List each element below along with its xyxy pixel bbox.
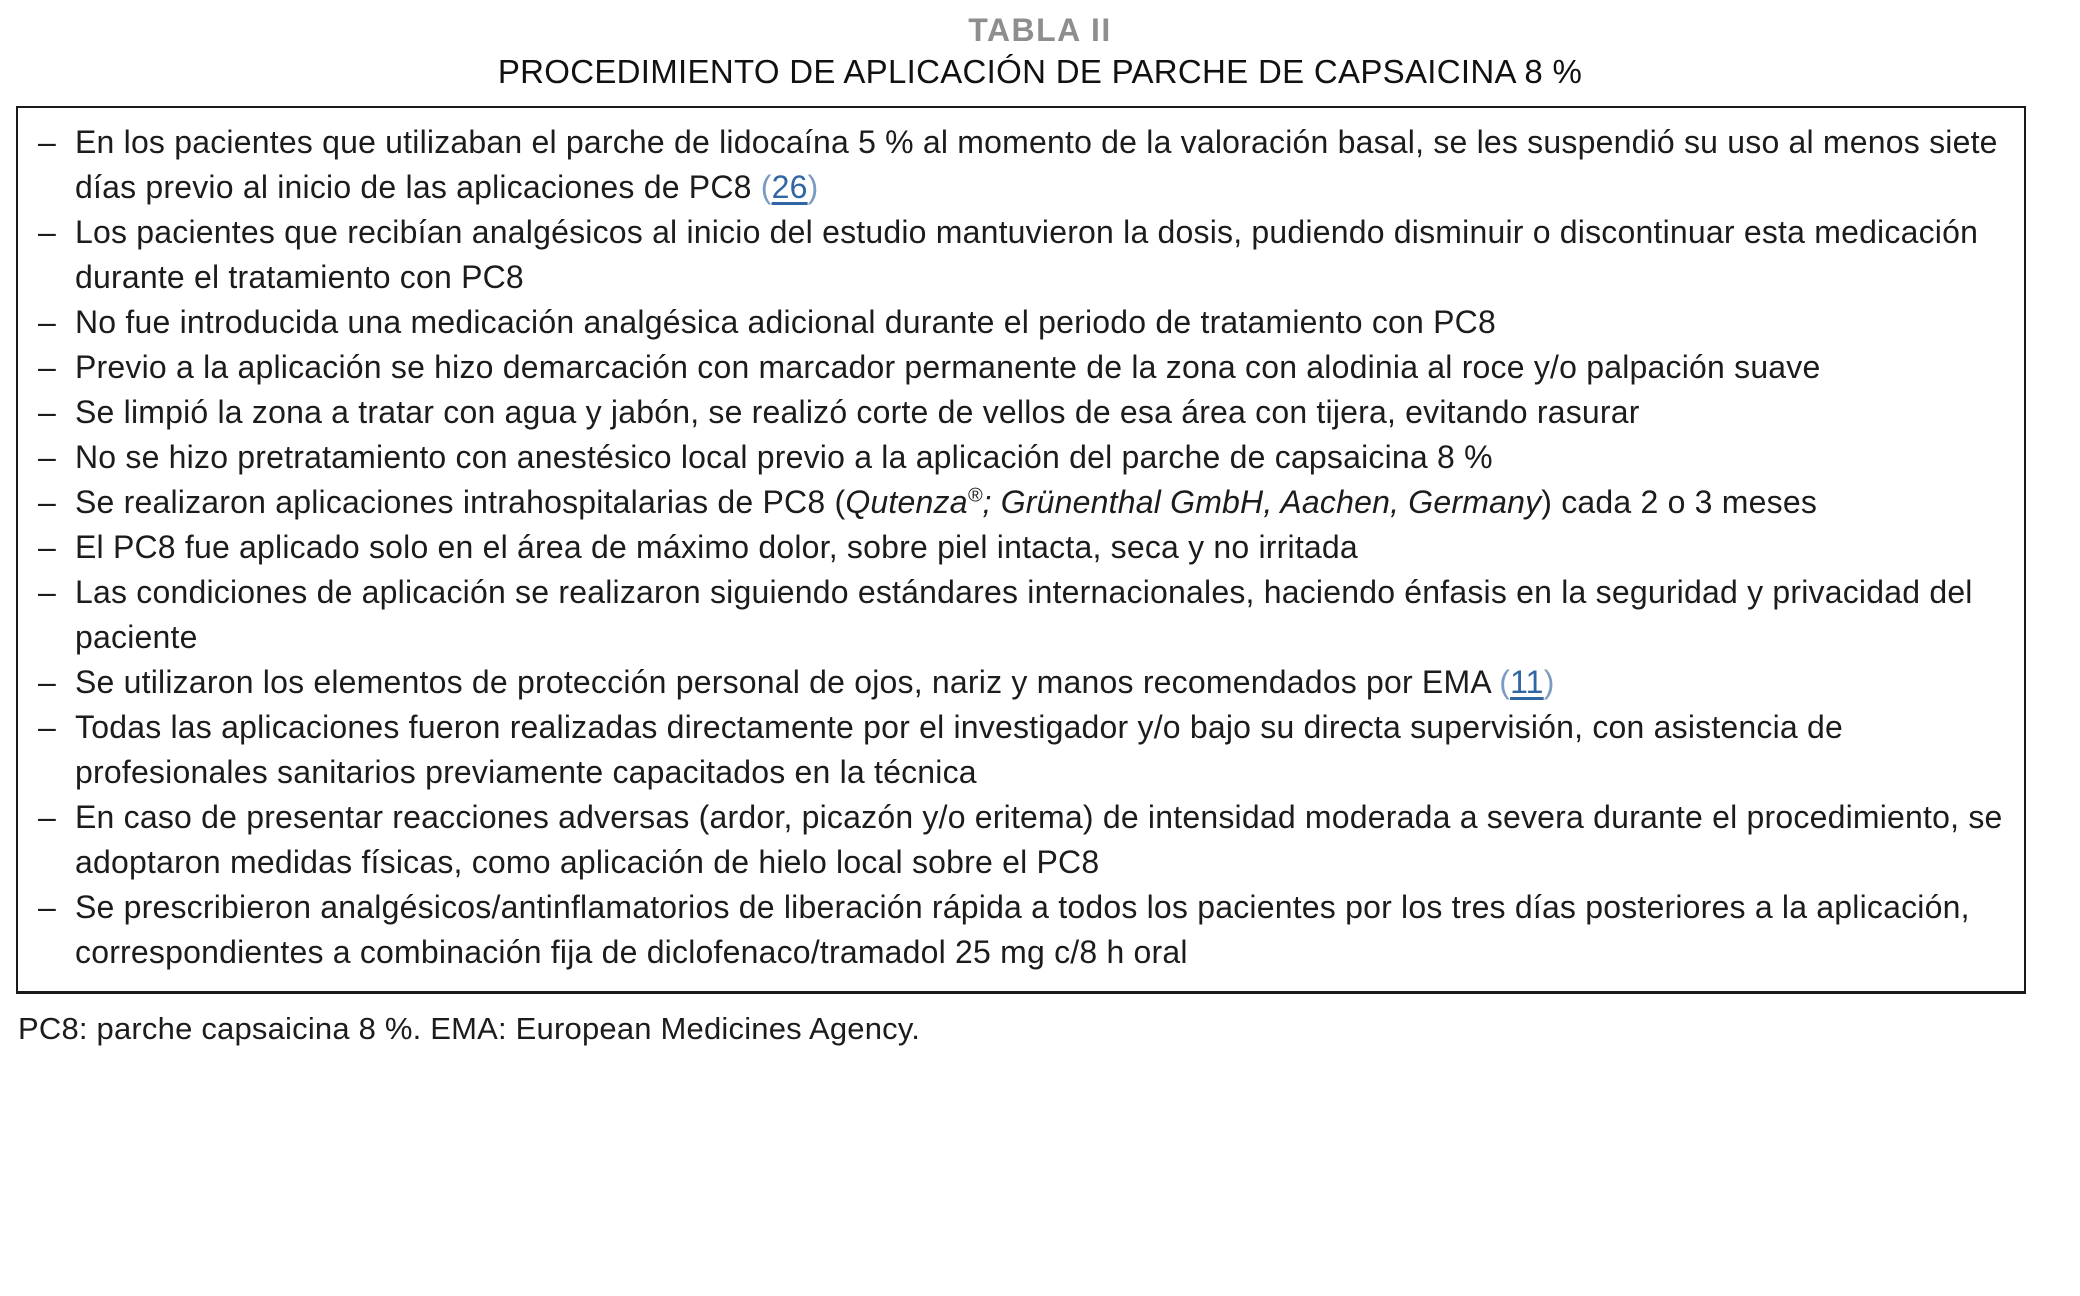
link-parenthesis: ( [1499, 664, 1511, 700]
dash-bullet: – [38, 439, 56, 475]
text-segment: Se limpió la zona a tratar con agua y jabón, se realizó corte de vellos de esa área con tijera, evitando rasurar [75, 394, 1640, 430]
list-item-text [75, 705, 2008, 795]
list-item [38, 705, 2008, 795]
dash-bullet: – [38, 709, 56, 745]
list-item-text [75, 435, 2008, 480]
table-subtitle: PROCEDIMIENTO DE APLICACIÓN DE PARCHE DE CAPSAICINA 8 % [497, 53, 1583, 90]
text-segment: En caso de presentar reacciones adversas (ardor, picazón y/o eritema) de intensidad moderada a severa durante el procedimiento, se adoptaron medidas físicas, como aplicación de hielo local sobre el PC8 [75, 799, 2003, 880]
text-segment: Previo a la aplicación se hizo demarcación con marcador permanente de la zona con alodinia al roce y/o palpación suave [75, 349, 1821, 385]
list-item [38, 660, 2008, 705]
text-segment: No se hizo pretratamiento con anestésico local previo a la aplicación del parche de capsaicina 8 % [75, 439, 1493, 475]
dash-bullet: – [38, 574, 56, 610]
italic-text: ; Grünenthal GmbH, Aachen, Germany [982, 484, 1542, 520]
text-segment: Se realizaron aplicaciones intrahospitalarias de PC8 ( [75, 484, 846, 520]
dash-bullet: – [38, 394, 56, 430]
text-segment: En los pacientes que utilizaban el parche de lidocaína 5 % al momento de la valoración basal, se les suspendió su uso al menos siete días previo al inicio de las aplicaciones de PC8 [75, 124, 1998, 205]
list-item-text [75, 885, 2008, 975]
dash-bullet: – [38, 304, 56, 340]
dash-bullet: – [38, 529, 56, 565]
list-item [38, 885, 2008, 975]
dash-bullet: – [38, 889, 56, 925]
text-segment: No fue introducida una medicación analgésica adicional durante el periodo de tratamiento con PC8 [75, 304, 1496, 340]
text-segment: El PC8 fue aplicado solo en el área de máximo dolor, sobre piel intacta, seca y no irritada [75, 529, 1358, 565]
list-item [38, 480, 2008, 525]
list-item-text [75, 300, 2008, 345]
dash-bullet: – [38, 214, 56, 250]
text-segment: Se utilizaron los elementos de protección personal de ojos, nariz y manos recomendados por EMA [75, 664, 1500, 700]
table-header [0, 0, 2080, 94]
procedure-list [38, 120, 2008, 975]
procedure-table-box [16, 106, 2026, 994]
list-item [38, 795, 2008, 885]
text-segment: Se prescribieron analgésicos/antinflamatorios de liberación rápida a todos los pacientes por los tres días posteriores a la aplicación, correspondientes a combinación fija de diclofenaco/tramadol 25 mg c/8 h oral [75, 889, 1970, 970]
list-item-text [75, 120, 2008, 210]
dash-bullet: – [38, 799, 56, 835]
reference-link[interactable]: 26 [771, 169, 808, 205]
list-item [38, 390, 2008, 435]
list-item-text [75, 345, 2008, 390]
link-parenthesis: ( [760, 169, 772, 205]
list-item [38, 300, 2008, 345]
list-item-text [75, 525, 2008, 570]
list-item [38, 570, 2008, 660]
italic-text: Qutenza [845, 484, 968, 520]
dash-bullet: – [38, 484, 56, 520]
list-item [38, 210, 2008, 300]
list-item-text [75, 480, 2008, 525]
link-parenthesis: ) [1543, 664, 1555, 700]
dash-bullet: – [38, 664, 56, 700]
text-segment: Las condiciones de aplicación se realizaron siguiendo estándares internacionales, haciendo énfasis en la seguridad y privacidad del paciente [75, 574, 1973, 655]
text-segment: Todas las aplicaciones fueron realizadas directamente por el investigador y/o bajo su directa supervisión, con asistencia de profesionales sanitarios previamente capacitados en la técnica [75, 709, 1844, 790]
list-item-text [75, 390, 2008, 435]
link-parenthesis: ) [807, 169, 819, 205]
list-item-text [75, 660, 2008, 705]
list-item [38, 525, 2008, 570]
list-item-text [75, 795, 2008, 885]
dash-bullet: – [38, 349, 56, 385]
reference-link[interactable]: 11 [1510, 664, 1544, 700]
list-item-text [75, 570, 2008, 660]
list-item [38, 120, 2008, 210]
registered-trademark-symbol: ® [967, 484, 983, 507]
list-item [38, 345, 2008, 390]
table-footnote: PC8: parche capsaicina 8 %. EMA: European Medicines Agency. [18, 1011, 921, 1046]
text-segment: ) cada 2 o 3 meses [1541, 484, 1818, 520]
text-segment: Los pacientes que recibían analgésicos al inicio del estudio mantuvieron la dosis, pudiendo disminuir o discontinuar esta medicación durante el tratamiento con PC8 [75, 214, 1979, 295]
list-item [38, 435, 2008, 480]
list-item-text [75, 210, 2008, 300]
table-number-title: TABLA II [968, 12, 1112, 48]
dash-bullet: – [38, 124, 56, 160]
